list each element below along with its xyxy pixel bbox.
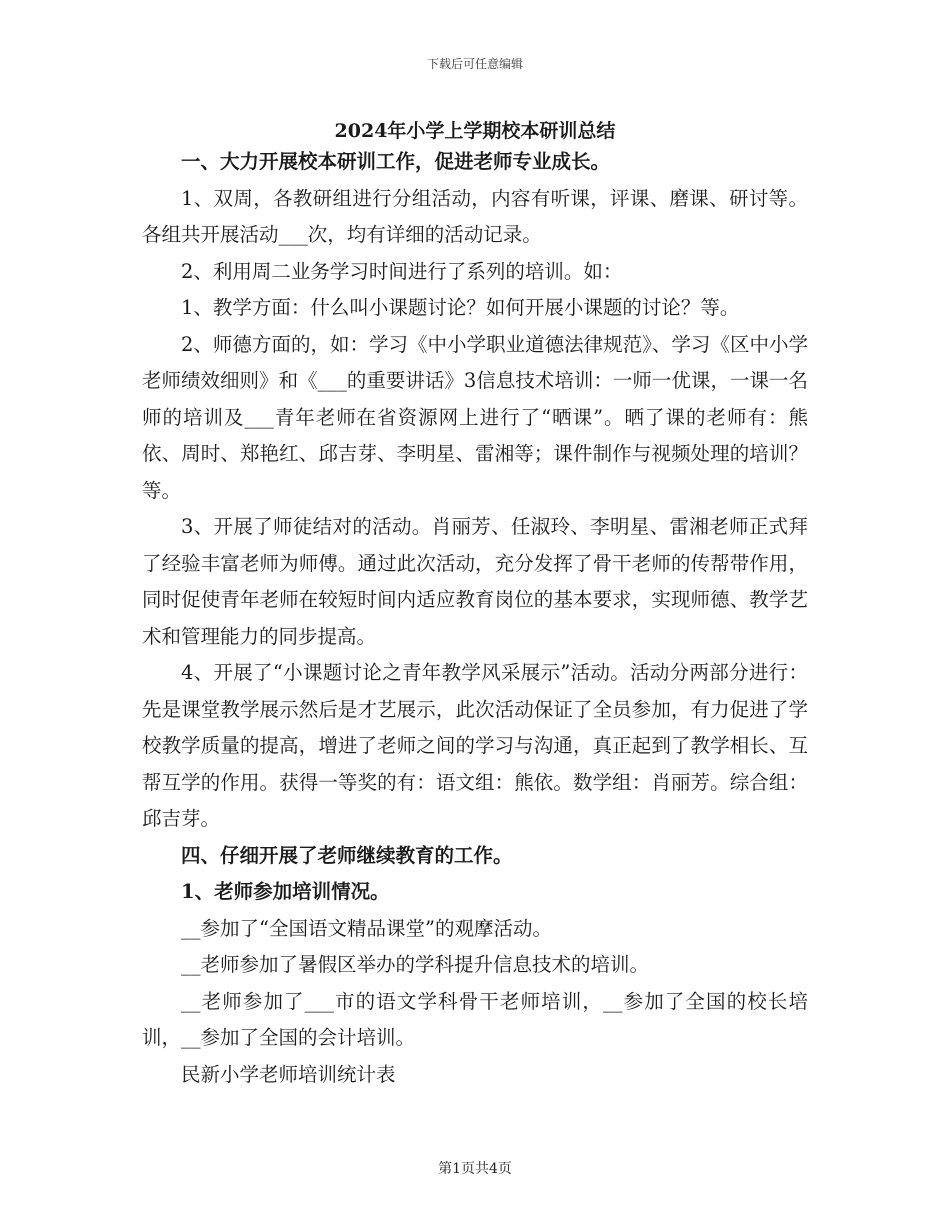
- paragraph: 1、教学方面：什么叫小课题讨论？如何开展小课题的讨论？等。: [181, 296, 740, 319]
- subsection-heading: 1、老师参加培训情况。: [181, 880, 390, 903]
- section-heading: 四、仔细开展了老师继续教育的工作。: [181, 843, 513, 867]
- paragraph: __老师参加了___市的语文学科骨干老师培训，__参加了全国的校长培训，__参加了全国的会计培训。: [142, 989, 808, 1049]
- paragraph: __老师参加了暑假区举办的学科提升信息技术的培训。: [181, 953, 650, 976]
- header-note: 下载后可任意编辑: [426, 57, 523, 71]
- section-heading: 一、大力开展校本研训工作，促进老师专业成长。: [181, 150, 611, 173]
- document-body: [142, 144, 808, 1093]
- document-title: 2024年小学上学期校本研训总结: [334, 120, 616, 142]
- page-footer: 第1页共4页: [438, 1161, 512, 1177]
- paragraph: __参加了“全国语文精品课堂”的观摩活动。: [181, 916, 552, 940]
- paragraph: 3、开展了师徒结对的活动。肖丽芳、任淑玲、李明星、雷湘老师正式拜了经验丰富老师为师傅。通过此次活动，充分发挥了骨干老师的传帮带作用，同时促使青年老师在较短时间内适应教育岗位的基本要求，实现师德、教学艺术和管理能力的同步提高。: [142, 515, 808, 648]
- paragraph: 1、双周，各教研组进行分组活动，内容有听课，评课、磨课、研讨等。各组共开展活动___次，均有详细的活动记录。: [142, 186, 808, 246]
- paragraph: 4、开展了“小课题讨论之青年教学风采展示”活动。活动分两部分进行：先是课堂教学展示然后是才艺展示，此次活动保证了全员参加，有力促进了学校教学质量的提高，增进了老师之间的学习与沟通，真正起到了教学相长、互帮互学的作用。获得一等奖的有：语文组：熊依。数学组：肖丽芳。综合组：邱吉芽。: [142, 661, 808, 830]
- paragraph: 2、利用周二业务学习时间进行了系列的培训。如：: [181, 259, 623, 283]
- paragraph: 2、师德方面的，如：学习《中小学职业道德法律规范》、学习《区中小学老师绩效细则》和《___的重要讲话》3信息技术培训：一师一优课，一课一名师的培训及___青年老师在省资源网上进行了“晒课”。晒了课的老师有：熊依、周时、郑艳红、邱吉芽、李明星、雷湘等；课件制作与视频处理的培训？等。: [142, 332, 808, 502]
- table-caption: 民新小学老师培训统计表: [181, 1062, 396, 1086]
